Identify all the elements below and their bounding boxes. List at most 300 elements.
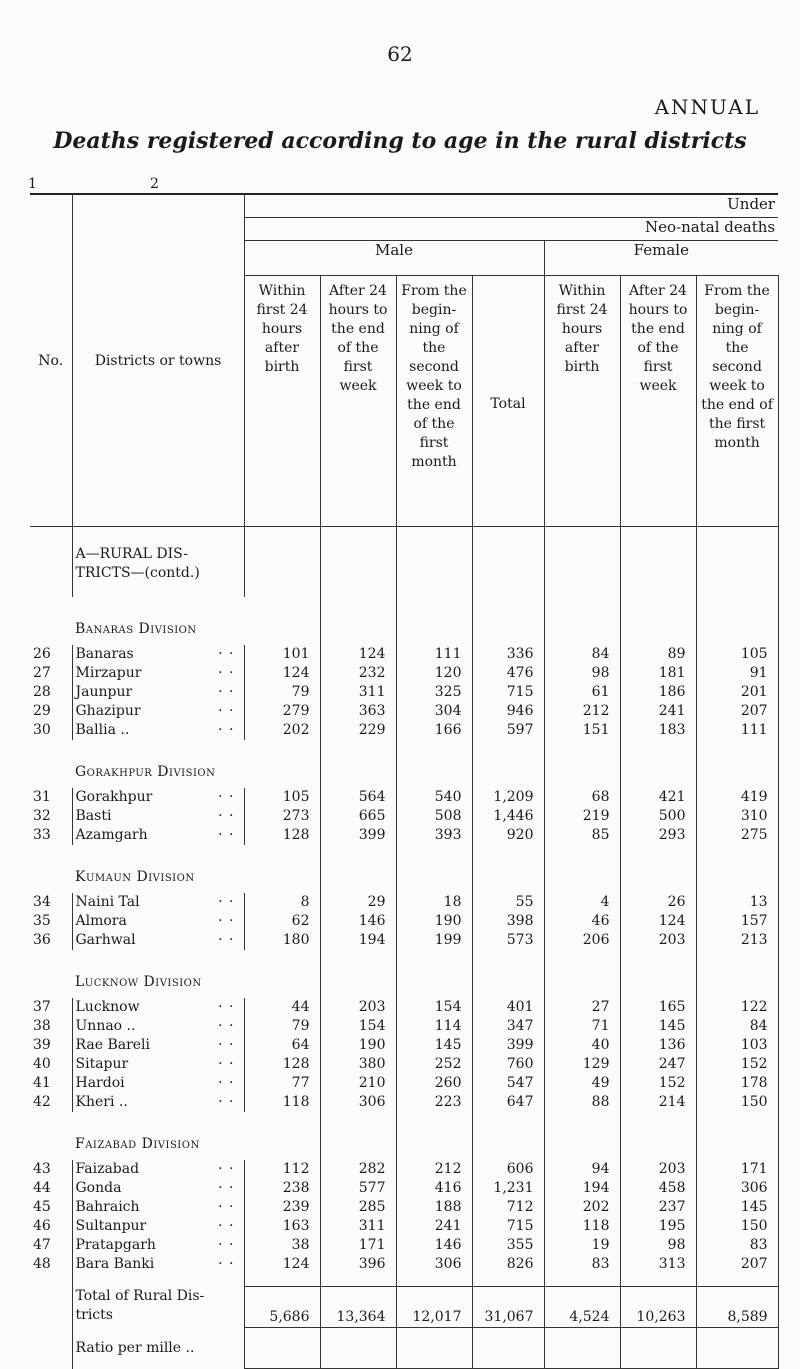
leader-dots: · · [218, 665, 235, 681]
cell-f2: 203 [620, 931, 696, 950]
leader-dots: · · [218, 703, 235, 719]
cell-f1: 46 [544, 912, 620, 931]
cell-m2: 311 [320, 683, 396, 702]
row-number: 33 [33, 827, 51, 843]
row-number: 34 [33, 894, 51, 910]
district-cell [72, 998, 244, 1017]
row-number: 32 [33, 808, 51, 824]
cell-m2: 229 [320, 721, 396, 740]
table-title: Deaths registered according to age in the rural districts [53, 128, 747, 154]
district-name: Sitapur [75, 1056, 129, 1072]
cell-f1: 206 [544, 931, 620, 950]
cell-m1: 118 [244, 1093, 320, 1112]
division-heading: Faizabad Division [75, 1136, 200, 1152]
cell-f2: 183 [620, 721, 696, 740]
cell-m2: 363 [320, 702, 396, 721]
cell-total: 336 [472, 645, 544, 664]
leader-dots: · · [218, 1075, 235, 1091]
table-row [30, 1179, 778, 1198]
total-f2: 10,263 [620, 1287, 696, 1328]
cell-f3: 91 [696, 664, 778, 683]
cell-m1: 124 [244, 1255, 320, 1274]
cell-m1: 239 [244, 1198, 320, 1217]
district-cell [72, 788, 244, 807]
table-row [30, 721, 778, 740]
district-cell [72, 1255, 244, 1274]
leader-dots: · · [218, 684, 235, 700]
district-cell [72, 807, 244, 826]
cell-m1: 64 [244, 1036, 320, 1055]
district-name: Pratapgarh [75, 1237, 156, 1253]
cell-m2: 210 [320, 1074, 396, 1093]
table-row [30, 1217, 778, 1236]
cell-m3: 325 [396, 683, 472, 702]
cell-m2: 171 [320, 1236, 396, 1255]
cell-m2: 194 [320, 931, 396, 950]
header-male-total: Total [472, 276, 544, 527]
cell-m3: 393 [396, 826, 472, 845]
table-row [30, 1093, 778, 1112]
cell-f1: 40 [544, 1036, 620, 1055]
cell-f2: 237 [620, 1198, 696, 1217]
cell-m3: 241 [396, 1217, 472, 1236]
district-name: Lucknow [75, 999, 140, 1015]
total-f1: 4,524 [544, 1287, 620, 1328]
cell-m2: 564 [320, 788, 396, 807]
cell-m1: 273 [244, 807, 320, 826]
cell-m1: 79 [244, 683, 320, 702]
row-number: 37 [33, 999, 51, 1015]
cell-f1: 49 [544, 1074, 620, 1093]
district-name: Bara Banki [75, 1256, 155, 1272]
district-cell [72, 721, 244, 740]
cell-m1: 38 [244, 1236, 320, 1255]
district-name: Faizabad [75, 1161, 140, 1177]
leader-dots: · · [218, 932, 235, 948]
cell-total: 1,231 [472, 1179, 544, 1198]
total-label: Total of Rural Dis-tricts [72, 1287, 244, 1328]
cell-m3: 252 [396, 1055, 472, 1074]
cell-f2: 293 [620, 826, 696, 845]
cell-m1: 124 [244, 664, 320, 683]
cell-total: 573 [472, 931, 544, 950]
cell-m3: 146 [396, 1236, 472, 1255]
leader-dots: · · [218, 1161, 235, 1177]
cell-m3: 145 [396, 1036, 472, 1055]
header-male-within-24h: Within first 24 hours after birth [244, 276, 320, 527]
leader-dots: · · [218, 808, 235, 824]
leader-dots: · · [218, 894, 235, 910]
ratio-row [30, 1328, 778, 1369]
table-row [30, 1055, 778, 1074]
cell-f3: 157 [696, 912, 778, 931]
cell-f2: 152 [620, 1074, 696, 1093]
district-name: Hardoi [75, 1075, 125, 1091]
cell-f1: 129 [544, 1055, 620, 1074]
total-m2: 13,364 [320, 1287, 396, 1328]
district-cell [72, 1017, 244, 1036]
table-row [30, 1017, 778, 1036]
cell-m2: 311 [320, 1217, 396, 1236]
district-name: Kheri .. [75, 1094, 128, 1110]
division-heading: Banaras Division [75, 621, 197, 637]
cell-m1: 163 [244, 1217, 320, 1236]
header-no: No. [38, 352, 64, 369]
row-number: 41 [33, 1075, 51, 1091]
cell-m2: 396 [320, 1255, 396, 1274]
table-row [30, 807, 778, 826]
cell-m1: 79 [244, 1017, 320, 1036]
district-name: Gorakhpur [75, 789, 153, 805]
cell-m2: 665 [320, 807, 396, 826]
district-cell [72, 931, 244, 950]
deaths-table [30, 193, 779, 1369]
district-name: Gonda [75, 1180, 122, 1196]
row-number: 29 [33, 703, 51, 719]
leader-dots: · · [218, 827, 235, 843]
row-number: 45 [33, 1199, 51, 1215]
cell-f3: 111 [696, 721, 778, 740]
division-heading: Lucknow Division [75, 974, 202, 990]
division-heading: Kumaun Division [75, 869, 195, 885]
cell-m3: 306 [396, 1255, 472, 1274]
cell-m3: 508 [396, 807, 472, 826]
cell-total: 715 [472, 683, 544, 702]
row-number: 44 [33, 1180, 51, 1196]
total-m3: 12,017 [396, 1287, 472, 1328]
total-total: 31,067 [472, 1287, 544, 1328]
cell-m2: 306 [320, 1093, 396, 1112]
table-row [30, 1255, 778, 1274]
cell-total: 597 [472, 721, 544, 740]
cell-f2: 458 [620, 1179, 696, 1198]
table-row [30, 912, 778, 931]
cell-m1: 128 [244, 826, 320, 845]
table-row [30, 1074, 778, 1093]
row-number: 47 [33, 1237, 51, 1253]
district-cell [72, 1160, 244, 1179]
table-row [30, 788, 778, 807]
cell-f1: 202 [544, 1198, 620, 1217]
cell-f1: 94 [544, 1160, 620, 1179]
cell-m3: 190 [396, 912, 472, 931]
district-name: Banaras [75, 646, 134, 662]
running-head: ANNUAL [654, 95, 760, 119]
cell-f1: 118 [544, 1217, 620, 1236]
cell-m3: 199 [396, 931, 472, 950]
cell-f3: 152 [696, 1055, 778, 1074]
header-male-after-24h: After 24 hours to the end of the first week [320, 276, 396, 527]
cell-f1: 84 [544, 645, 620, 664]
cell-f2: 203 [620, 1160, 696, 1179]
cell-m2: 399 [320, 826, 396, 845]
cell-f3: 178 [696, 1074, 778, 1093]
leader-dots: · · [218, 1037, 235, 1053]
cell-f2: 500 [620, 807, 696, 826]
row-number: 42 [33, 1094, 51, 1110]
cell-total: 920 [472, 826, 544, 845]
district-cell [72, 1036, 244, 1055]
district-name: Rae Bareli [75, 1037, 151, 1053]
table-row [30, 893, 778, 912]
ratio-label-cell [72, 1328, 244, 1369]
cell-f3: 207 [696, 702, 778, 721]
cell-m3: 154 [396, 998, 472, 1017]
district-name: Azamgarh [75, 827, 148, 843]
cell-f1: 4 [544, 893, 620, 912]
division-heading: Gorakhpur Division [75, 764, 216, 780]
cell-f3: 207 [696, 1255, 778, 1274]
cell-total: 398 [472, 912, 544, 931]
cell-m3: 114 [396, 1017, 472, 1036]
cell-f1: 88 [544, 1093, 620, 1112]
cell-m1: 44 [244, 998, 320, 1017]
cell-f2: 195 [620, 1217, 696, 1236]
leader-dots: · · [218, 1018, 235, 1034]
district-cell [72, 664, 244, 683]
cell-f2: 26 [620, 893, 696, 912]
table-row [30, 931, 778, 950]
page-number: 62 [387, 42, 413, 66]
cell-m1: 180 [244, 931, 320, 950]
cell-m1: 238 [244, 1179, 320, 1198]
cell-total: 476 [472, 664, 544, 683]
cell-f3: 150 [696, 1093, 778, 1112]
district-name: Sultanpur [75, 1218, 147, 1234]
table-body [30, 527, 778, 1369]
cell-f2: 247 [620, 1055, 696, 1074]
district-name: Naini Tal [75, 894, 140, 910]
cell-m2: 232 [320, 664, 396, 683]
cell-f2: 136 [620, 1036, 696, 1055]
cell-f1: 151 [544, 721, 620, 740]
cell-m3: 416 [396, 1179, 472, 1198]
row-number: 31 [33, 789, 51, 805]
cell-m3: 166 [396, 721, 472, 740]
table-row [30, 664, 778, 683]
cell-m3: 223 [396, 1093, 472, 1112]
header-female-after-24h: After 24 hours to the end of the first week [620, 276, 696, 527]
cell-total: 946 [472, 702, 544, 721]
cell-f1: 83 [544, 1255, 620, 1274]
table-row [30, 1160, 778, 1179]
leader-dots: · · [218, 646, 235, 662]
district-name: Jaunpur [75, 684, 133, 700]
column-number-1: 1 [28, 176, 37, 192]
cell-f3: 213 [696, 931, 778, 950]
leader-dots: · · [218, 1180, 235, 1196]
row-number: 35 [33, 913, 51, 929]
cell-m1: 202 [244, 721, 320, 740]
cell-m3: 212 [396, 1160, 472, 1179]
table-row [30, 998, 778, 1017]
cell-f2: 89 [620, 645, 696, 664]
cell-f1: 98 [544, 664, 620, 683]
table-row [30, 1036, 778, 1055]
total-f3: 8,589 [696, 1287, 778, 1328]
cell-m3: 540 [396, 788, 472, 807]
cell-m2: 282 [320, 1160, 396, 1179]
cell-m2: 146 [320, 912, 396, 931]
cell-f3: 310 [696, 807, 778, 826]
cell-total: 606 [472, 1160, 544, 1179]
cell-total: 1,209 [472, 788, 544, 807]
total-m1: 5,686 [244, 1287, 320, 1328]
cell-f1: 27 [544, 998, 620, 1017]
cell-f2: 241 [620, 702, 696, 721]
cell-f3: 13 [696, 893, 778, 912]
district-name: Basti [75, 808, 112, 824]
cell-f3: 145 [696, 1198, 778, 1217]
cell-total: 399 [472, 1036, 544, 1055]
cell-f2: 145 [620, 1017, 696, 1036]
district-name: Ballia .. [75, 722, 130, 738]
cell-m2: 124 [320, 645, 396, 664]
cell-f1: 219 [544, 807, 620, 826]
header-female: Female [544, 241, 778, 276]
cell-m3: 304 [396, 702, 472, 721]
cell-f3: 171 [696, 1160, 778, 1179]
leader-dots: · · [218, 1056, 235, 1072]
district-cell [72, 1198, 244, 1217]
row-number: 26 [33, 646, 51, 662]
row-number: 48 [33, 1256, 51, 1272]
cell-f3: 201 [696, 683, 778, 702]
row-number: 27 [33, 665, 51, 681]
row-number: 43 [33, 1161, 51, 1177]
cell-f2: 186 [620, 683, 696, 702]
row-number: 40 [33, 1056, 51, 1072]
district-name: Bahraich [75, 1199, 140, 1215]
table-row [30, 683, 778, 702]
cell-m1: 101 [244, 645, 320, 664]
cell-m2: 29 [320, 893, 396, 912]
header-neonatal: Neo-natal deaths [244, 218, 778, 241]
cell-f2: 98 [620, 1236, 696, 1255]
district-name: Almora [75, 913, 127, 929]
cell-f3: 150 [696, 1217, 778, 1236]
cell-f3: 83 [696, 1236, 778, 1255]
district-name: Ghazipur [75, 703, 141, 719]
district-cell [72, 1074, 244, 1093]
table-row [30, 1236, 778, 1255]
cell-f1: 85 [544, 826, 620, 845]
cell-f1: 61 [544, 683, 620, 702]
row-number: 36 [33, 932, 51, 948]
district-cell [72, 702, 244, 721]
header-districts: Districts or towns [72, 194, 244, 527]
header-male-second-week: From the begin-ning of the second week to the end of the first month [396, 276, 472, 527]
cell-total: 547 [472, 1074, 544, 1093]
ratio-label: Ratio per mille [75, 1340, 182, 1356]
cell-m3: 111 [396, 645, 472, 664]
cell-m2: 190 [320, 1036, 396, 1055]
cell-m3: 188 [396, 1198, 472, 1217]
leader-dots: · · [218, 789, 235, 805]
cell-total: 760 [472, 1055, 544, 1074]
cell-f2: 313 [620, 1255, 696, 1274]
table-row [30, 702, 778, 721]
cell-f3: 103 [696, 1036, 778, 1055]
district-name: Garhwal [75, 932, 136, 948]
cell-m2: 577 [320, 1179, 396, 1198]
leader-dots: · · [218, 1218, 235, 1234]
district-cell [72, 1236, 244, 1255]
cell-m1: 62 [244, 912, 320, 931]
cell-f2: 421 [620, 788, 696, 807]
table-row [30, 826, 778, 845]
cell-f2: 165 [620, 998, 696, 1017]
cell-m3: 18 [396, 893, 472, 912]
header-female-second-week: From the begin-ning of the second week to the end of the first month [696, 276, 778, 527]
district-cell [72, 1093, 244, 1112]
cell-f3: 122 [696, 998, 778, 1017]
cell-total: 712 [472, 1198, 544, 1217]
cell-m3: 120 [396, 664, 472, 683]
cell-f1: 71 [544, 1017, 620, 1036]
district-name: Mirzapur [75, 665, 142, 681]
row-number: 46 [33, 1218, 51, 1234]
total-row [30, 1287, 778, 1328]
cell-total: 826 [472, 1255, 544, 1274]
cell-total: 401 [472, 998, 544, 1017]
cell-f1: 19 [544, 1236, 620, 1255]
leader-dots: · · [218, 1237, 235, 1253]
district-cell [72, 683, 244, 702]
cell-m2: 203 [320, 998, 396, 1017]
column-number-2: 2 [150, 176, 159, 192]
cell-total: 55 [472, 893, 544, 912]
cell-f3: 84 [696, 1017, 778, 1036]
cell-f1: 194 [544, 1179, 620, 1198]
header-male: Male [244, 241, 544, 276]
row-number: 39 [33, 1037, 51, 1053]
table-row [30, 1198, 778, 1217]
cell-f3: 105 [696, 645, 778, 664]
cell-total: 715 [472, 1217, 544, 1236]
cell-m2: 154 [320, 1017, 396, 1036]
ratio-dots: .. [185, 1340, 195, 1356]
district-cell [72, 912, 244, 931]
section-a-heading: A—RURAL DIS-TRICTS—(contd.) [72, 527, 244, 598]
district-cell [72, 893, 244, 912]
cell-f2: 181 [620, 664, 696, 683]
cell-m1: 128 [244, 1055, 320, 1074]
cell-m1: 112 [244, 1160, 320, 1179]
table-row [30, 645, 778, 664]
header-under: Under [244, 194, 778, 218]
cell-m1: 77 [244, 1074, 320, 1093]
leader-dots: · · [218, 1094, 235, 1110]
cell-m1: 105 [244, 788, 320, 807]
row-number: 30 [33, 722, 51, 738]
row-number: 28 [33, 684, 51, 700]
cell-f3: 306 [696, 1179, 778, 1198]
cell-f1: 68 [544, 788, 620, 807]
leader-dots: · · [218, 913, 235, 929]
cell-f2: 214 [620, 1093, 696, 1112]
leader-dots: · · [218, 1199, 235, 1215]
district-cell [72, 1217, 244, 1236]
cell-f3: 419 [696, 788, 778, 807]
district-cell [72, 1179, 244, 1198]
cell-m1: 279 [244, 702, 320, 721]
leader-dots: · · [218, 999, 235, 1015]
row-number: 38 [33, 1018, 51, 1034]
header-female-within-24h: Within first 24 hours after birth [544, 276, 620, 527]
cell-f2: 124 [620, 912, 696, 931]
leader-dots: · · [218, 722, 235, 738]
